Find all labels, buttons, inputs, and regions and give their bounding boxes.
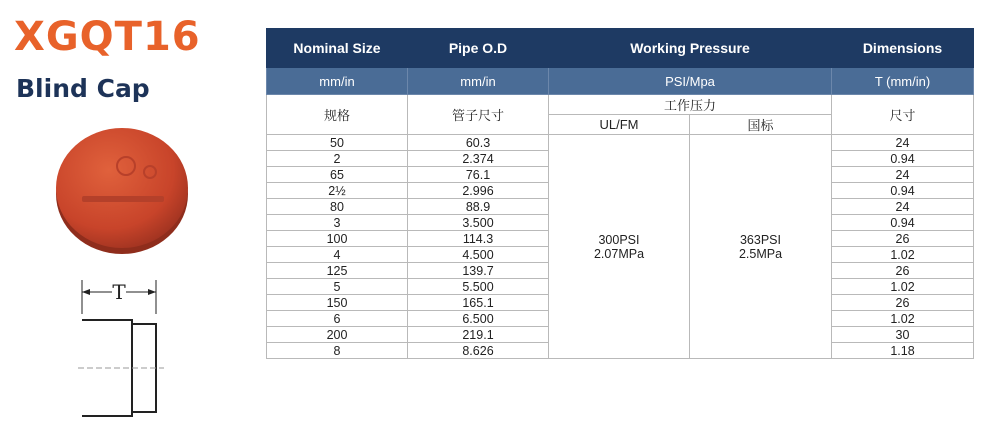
cell-dimension-t: 26: [832, 263, 974, 279]
pressure-gb-line: 363PSI: [739, 232, 781, 247]
table-row: [267, 135, 974, 151]
cn-label-pressure: 工作压力: [549, 95, 832, 115]
cell-pipe-od: 60.3: [408, 135, 549, 151]
cell-pipe-od: 6.500: [408, 311, 549, 327]
cell-dimension-t: 30: [832, 327, 974, 343]
unit-pipe-od: mm/in: [408, 68, 549, 95]
cell-pressure-gb: [690, 135, 832, 359]
cell-nominal-size: 2½: [267, 183, 408, 199]
subheader-ul-fm: UL/FM: [549, 115, 690, 135]
header-working-pressure: Working Pressure: [549, 29, 832, 68]
cell-pipe-od: 4.500: [408, 247, 549, 263]
subheader-gb: 国标: [690, 115, 832, 135]
cell-nominal-size: 65: [267, 167, 408, 183]
spec-table: [266, 28, 974, 359]
cell-dimension-t: 0.94: [832, 215, 974, 231]
unit-working-pressure: PSI/Mpa: [549, 68, 832, 95]
blind-cap-photo: [52, 118, 192, 258]
cell-dimension-t: 24: [832, 167, 974, 183]
cell-nominal-size: 125: [267, 263, 408, 279]
cell-nominal-size: 3: [267, 215, 408, 231]
cell-pipe-od: 2.374: [408, 151, 549, 167]
cell-nominal-size: 100: [267, 231, 408, 247]
cell-nominal-size: 80: [267, 199, 408, 215]
cell-pipe-od: 8.626: [408, 343, 549, 359]
cell-pipe-od: 219.1: [408, 327, 549, 343]
cell-dimension-t: 1.18: [832, 343, 974, 359]
cell-nominal-size: 2: [267, 151, 408, 167]
cn-label-pipe: 管子尺寸: [408, 95, 549, 135]
pressure-ul-fm-line: 300PSI: [598, 232, 640, 247]
cn-label-size: 规格: [267, 95, 408, 135]
blind-cap-drawing: [60, 278, 180, 428]
cell-pipe-od: 139.7: [408, 263, 549, 279]
cell-dimension-t: 0.94: [832, 183, 974, 199]
cell-dimension-t: 24: [832, 199, 974, 215]
cell-dimension-t: 0.94: [832, 151, 974, 167]
cell-pipe-od: 165.1: [408, 295, 549, 311]
cell-nominal-size: 5: [267, 279, 408, 295]
dimension-t-label: T: [112, 280, 126, 304]
cell-nominal-size: 8: [267, 343, 408, 359]
cell-nominal-size: 50: [267, 135, 408, 151]
cell-dimension-t: 26: [832, 231, 974, 247]
cell-nominal-size: 200: [267, 327, 408, 343]
cell-pipe-od: 2.996: [408, 183, 549, 199]
cell-pipe-od: 5.500: [408, 279, 549, 295]
cell-pressure-ul-fm: [549, 135, 690, 359]
cell-dimension-t: 1.02: [832, 247, 974, 263]
cell-dimension-t: 1.02: [832, 311, 974, 327]
product-name-subtitle: Blind Cap: [16, 74, 150, 103]
unit-nominal-size: mm/in: [267, 68, 408, 95]
cell-nominal-size: 4: [267, 247, 408, 263]
data-rows: [267, 135, 974, 359]
header-pipe-od: Pipe O.D: [408, 29, 549, 68]
cell-nominal-size: 150: [267, 295, 408, 311]
pressure-ul-fm-line: 2.07MPa: [593, 246, 645, 261]
cell-nominal-size: 6: [267, 311, 408, 327]
cell-dimension-t: 24: [832, 135, 974, 151]
cn-label-dimension: 尺寸: [832, 95, 974, 135]
header-dimensions: Dimensions: [832, 29, 974, 68]
cell-pipe-od: 88.9: [408, 199, 549, 215]
cell-pipe-od: 3.500: [408, 215, 549, 231]
unit-dimensions: T (mm/in): [832, 68, 974, 95]
product-model-title: XGQT16: [14, 14, 201, 60]
header-nominal-size: Nominal Size: [267, 29, 408, 68]
cell-dimension-t: 1.02: [832, 279, 974, 295]
cell-pipe-od: 114.3: [408, 231, 549, 247]
cell-pipe-od: 76.1: [408, 167, 549, 183]
cell-dimension-t: 26: [832, 295, 974, 311]
pressure-gb-line: 2.5MPa: [738, 246, 783, 261]
